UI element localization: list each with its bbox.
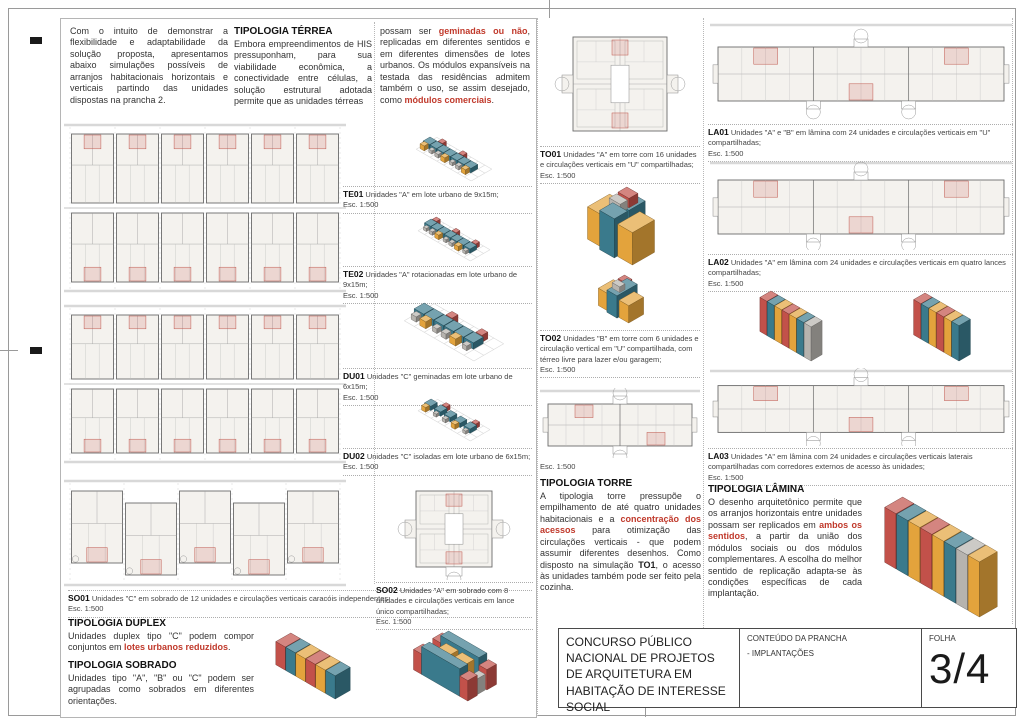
caption-text: Unidades "A" em torre com 16 unidades e circulações verticais em "U" compartilhadas; (540, 150, 697, 170)
text-segment: A tipologia torre pressupõe o empilhamento de até quatro unidades habitacionais e a (540, 491, 701, 524)
text-segment: O desenho arquitetônico permite que os arranjos horizontais entre unidades possam ser replicados em (708, 497, 862, 530)
mid-plan-scale-note: Esc. 1:500 (540, 462, 576, 471)
text-segment: geminadas ou não (438, 26, 528, 36)
caption-text: Unidades "B" em torre com 6 unidades e circulação vertical em "U" compartilhada, com térreo livre para lazer e/ou garagem; (540, 334, 699, 364)
caption-code: TE01 (343, 189, 364, 199)
sheet-number-box (921, 629, 1016, 707)
middle-column-right-divider (703, 18, 704, 628)
caption-te01 (343, 186, 532, 214)
torre-paragraph (540, 491, 701, 594)
text-segment: . (228, 642, 231, 653)
caption-te02 (343, 266, 532, 304)
terrea-paragraph-continued (380, 26, 530, 106)
caption-text: Unidades "A" em lote urbano de 9x15m; (363, 190, 499, 199)
section-heading-terrea: TIPOLOGIA TÉRREA (234, 26, 333, 37)
la03-isometric-figure (868, 494, 1014, 620)
text-segment: Unidades tipo "A", "B" ou "C" podem ser agrupadas como sobrados em diferentes orientações. (68, 673, 254, 706)
middle-column-left-divider (537, 18, 538, 716)
caption-scale: Esc. 1:500 (540, 170, 576, 180)
content-label: CONTEÚDO DA PRANCHA (747, 634, 848, 643)
terrea-floor-plans-figure (64, 122, 346, 294)
caption-code: LA02 (708, 257, 729, 267)
section-heading-sobrado: TIPOLOGIA SOBRADO (68, 660, 177, 671)
caption-code: TO01 (540, 149, 562, 159)
caption-la02 (708, 254, 1013, 292)
text-segment: TO1 (638, 559, 656, 570)
caption-scale: Esc. 1:500 (68, 604, 104, 614)
text-segment: , replicadas em diferentes sentidos e em diferentes dimensões de lotes urbanos. Os módulos expansíveis na testada das residências admitem também o uso, se assim desejado, como (380, 26, 530, 105)
caption-la01 (708, 124, 1013, 162)
section-heading-torre: TIPOLOGIA TORRE (540, 478, 633, 489)
caption-scale: Esc. 1:500 (343, 392, 379, 402)
caption-text: Unidades "A" em lâmina com 24 unidades e circulações verticais em quatro lances compartilhadas; (708, 258, 1006, 278)
section-heading-duplex: TIPOLOGIA DUPLEX (68, 618, 166, 629)
fold-mark-left (0, 350, 18, 351)
caption-code: DU01 (343, 371, 365, 381)
caption-text: Unidades "A" rotacionadas em lote urbano de 9x15m; (343, 270, 518, 290)
text-segment: , a partir da união dos módulos sociais ou dos módulos complementares. A escolha do melhor sentido de replicação adapta-se às condições específicas de cada implantação. (708, 531, 862, 599)
text-segment: para otimização das circulações verticais - que podem assumir diferentes desenhos. Como disposto na simulação (540, 525, 701, 570)
so02-floor-plan-figure (376, 478, 532, 580)
caption-text: Unidades "A" em lâmina com 24 unidades e circulações verticais laterais compartilhadas com corredores externos de acesso às unidades; (708, 452, 973, 472)
duplex-floor-plans-figure (64, 303, 346, 465)
caption-text: Unidades "A" e "B" em lâmina com 24 unidades e circulações verticais em "U" compartilhadas; (708, 128, 991, 148)
te01-isometric-figure (378, 134, 530, 184)
caption-text: Unidades "A" em sobrado com 8 unidades e circulações verticais em lance único compartilhadas; (376, 586, 515, 616)
caption-scale: Esc. 1:500 (343, 290, 379, 300)
text-segment: , o acesso às unidades também pode ser feito pela cozinha. (540, 559, 701, 593)
text-segment: módulos comerciais (404, 94, 492, 105)
sheet-label: FOLHA (929, 634, 956, 643)
caption-scale: Esc. 1:500 (708, 472, 744, 482)
sobrado-paragraph (68, 673, 254, 707)
duplex-isometric-figure (256, 630, 370, 702)
caption-code: DU02 (343, 451, 365, 461)
intro-paragraph: Com o intuito de demonstrar a flexibilidade e adaptabilidade da solução proposta, apresentamos abaixo simulações possíveis de arranjos habitacionais horizontais e verticais partindo das unidades dispostas na prancha 2. (70, 26, 228, 105)
caption-du02 (343, 448, 532, 476)
caption-to01 (540, 146, 700, 184)
sobrado-floor-plans-figure (64, 478, 346, 588)
caption-text: Unidades "C" geminadas em lote urbano de 6x15m; (343, 372, 513, 392)
caption-code: TO02 (540, 333, 562, 343)
caption-scale: Esc. 1:500 (343, 200, 379, 210)
la01-floor-plan-figure (710, 22, 1012, 122)
caption-so02 (376, 582, 533, 630)
te02-isometric-figure (378, 214, 530, 264)
terrea-paragraph: Embora empreendimentos de HIS pressuponham, para sua viabilidade econômica, a conectividade entre células, a solução estrutural adotada permite que as unidades térreas (234, 39, 372, 107)
caption-scale: Esc. 1:500 (540, 364, 576, 374)
du01-isometric-figure (378, 300, 530, 364)
to02-floor-plan-figure (540, 388, 700, 458)
to01-floor-plan-figure (546, 24, 694, 144)
registration-mark-upper (30, 37, 42, 44)
caption-scale: Esc. 1:500 (708, 278, 744, 288)
content-value: - IMPLANTAÇÕES (747, 649, 814, 658)
caption-text: Unidades "C" isoladas em lote urbano de 6x15m; (364, 452, 531, 461)
text-segment: . (491, 94, 495, 105)
lamina-paragraph (708, 497, 862, 600)
text-segment: ambos os sentidos (708, 519, 862, 542)
title-block (558, 628, 1017, 714)
la02-floor-plan-figure (710, 160, 1012, 250)
caption-scale: Esc. 1:500 (376, 616, 412, 626)
caption-code: TE02 (343, 269, 364, 279)
caption-to02 (540, 330, 700, 378)
caption-code: SO02 (376, 585, 398, 595)
text-segment: lotes urbanos reduzidos (124, 642, 229, 653)
to02-isometric-figure (574, 272, 668, 326)
caption-code: LA01 (708, 127, 729, 137)
la03-floor-plan-figure (710, 368, 1012, 446)
text-segment: Unidades duplex tipo "C" podem compor conjuntos em (68, 631, 254, 653)
to01-isometric-figure (558, 184, 684, 268)
fold-mark-top (549, 0, 550, 18)
caption-code: LA03 (708, 451, 729, 461)
so02-isometric-figure (405, 628, 505, 704)
text-segment: concentração dos acessos (540, 513, 701, 536)
caption-scale: Esc. 1:500 (708, 148, 744, 158)
sheet-number: 3/4 (929, 645, 991, 692)
registration-mark-lower (30, 347, 42, 354)
sheet-content-box (739, 629, 921, 707)
caption-la03 (708, 448, 1013, 486)
text-segment: possam ser (380, 26, 439, 36)
caption-text: Unidades "C" em sobrado de 12 unidades e circulações verticais caracóis independentes; (89, 594, 391, 603)
caption-code: SO01 (68, 593, 90, 603)
la02-isometric-figure-b (872, 290, 1012, 364)
section-heading-lamina: TIPOLOGIA LÂMINA (708, 484, 805, 495)
du02-isometric-figure (378, 396, 530, 444)
competition-title: CONCURSO PÚBLICO NACIONAL DE PROJETOS DE ARQUITETURA EM HABITAÇÃO DE INTERESSE SOCIAL (566, 635, 726, 714)
duplex-paragraph (68, 631, 254, 654)
la02-isometric-figure-a (716, 288, 866, 364)
caption-scale: Esc. 1:500 (343, 462, 379, 472)
